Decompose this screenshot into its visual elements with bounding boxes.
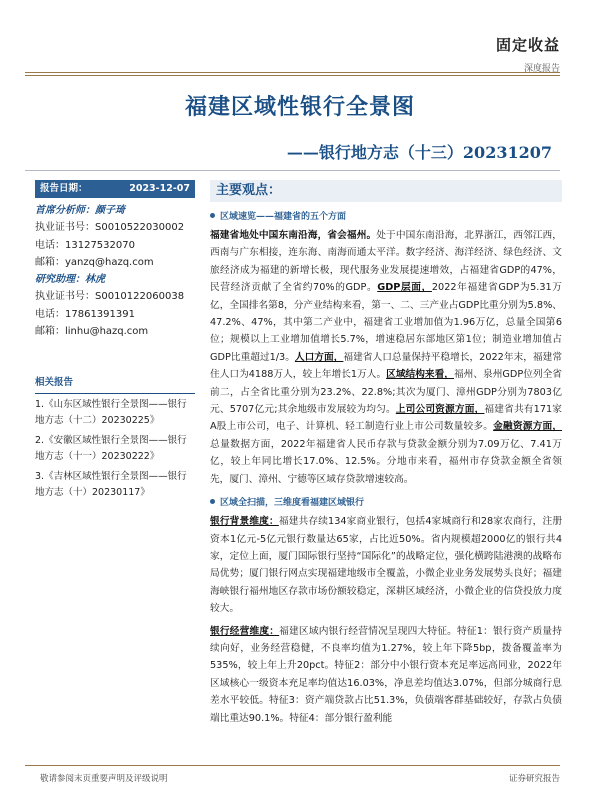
analyst-label: 首席分析师： — [35, 205, 95, 216]
main-points-heading: 主要观点： — [210, 180, 562, 202]
bullet-icon — [210, 499, 215, 504]
report-header — [496, 34, 560, 74]
date-label: 报告日期： — [40, 183, 88, 194]
analyst-license: 执业证书号：S0010522030002 — [35, 222, 185, 234]
assistant-name: 林虎 — [85, 274, 105, 286]
section-heading — [210, 495, 562, 508]
date-value: 2023-12-07 — [129, 183, 190, 194]
report-category: 固定收益 — [495, 36, 560, 54]
assistant-row — [35, 271, 195, 288]
section-title: 区域全扫描，三维度看福建区域银行 — [220, 498, 365, 509]
body-text: 福建区域内银行经营情况呈现四大特征。特征1：银行资产质量持续向好，业务经营稳健，不良率均值为1.27%，较上年下降5bp，拨备覆盖率为535%，较上年上升20pct。特征2：部分中小银行资本充足率远高同业，2022年区域核心一级资本充足率均值达16.03%，净息差均值达3.07%，但部分城商行息差水平较低。特征3：资产端贷款占比51.3%，负债端客群基础较好，存款占负债端比重达90.1%。特征4：部分银行盈利能 — [210, 625, 562, 724]
highlight-text: GDP层面， — [377, 282, 432, 294]
footer-brand: 证券研究报告 — [508, 774, 560, 784]
bank-background-paragraph — [210, 513, 562, 617]
highlight-text: 银行经营维度： — [210, 625, 280, 637]
body-text: 2022年福建省GDP为5.31万亿，全国排名第8，分产业结构来看，第一、二、三产业占GDP比重分别为5.8%、47.2%、47%，其中第二产业中，福建省工业增加值为1.96万亿，总量全国第6位；规模以上工业增加值增长5.7%，增速稳居东部地区第1位；制造业增加值占GDP比重超过1/3。 — [210, 282, 562, 363]
body-text: 处于中国东南沿海，北界浙江，西邻江西，西南与广东相接，连东海、南海而通太平洋。数字经济、海洋经济、绿色经济、文旅经济成为福建的新增长极，现代服务业发展提速增效，占福建省GDP的47%，民营经济贡献了全省约70%的GDP。 — [210, 230, 562, 294]
highlight-text: 金融资源方面， — [493, 421, 563, 433]
header-rule — [25, 72, 560, 73]
assistant-label: 研究助理： — [35, 274, 85, 286]
analyst-name: 颜子琦 — [95, 205, 125, 216]
analyst-email: 邮箱：yanzq@hazq.com — [35, 256, 154, 268]
related-report-link[interactable]: 3.《吉林区域性银行全景图——银行地方志（十）20230117》 — [35, 470, 187, 499]
highlight-text: 区域结构来看， — [386, 369, 454, 381]
report-title: 福建区域性银行全景图 — [184, 94, 415, 120]
title-divider — [25, 170, 560, 171]
section-title: 区域速览——福建省的五个方面 — [220, 212, 347, 222]
footer-rule — [25, 765, 560, 766]
highlight-text: 人口方面， — [294, 351, 344, 363]
highlight-text: 银行背景维度： — [210, 516, 279, 528]
body-text: 福州、泉州GDP位列全省前二，占全省比重分别为23.2%、22.8%;其次为厦门、漳州GDP分别为7803亿元、5707亿元;其余地级市发展较为均匀。 — [210, 369, 562, 416]
assistant-license: 执业证书号：S0010122060038 — [35, 291, 185, 303]
body-text: 福建省人口总量保持平稳增长，2022年末，福建常住人口为4188万人，较上年增长1万人。 — [210, 351, 563, 381]
bank-operation-paragraph — [210, 623, 562, 727]
highlight-text: 上司公司资源方面， — [395, 404, 485, 416]
lead-text: 福建省地处中国东南沿海，省会福州。 — [210, 230, 377, 241]
assistant-email: 邮箱：linhu@hazq.com — [35, 326, 149, 338]
main-content — [210, 180, 562, 727]
body-text: 福建省共有171家A股上市公司，电子、计算机、轻工制造行业上市公司数量较多。 — [210, 404, 562, 433]
related-report-link[interactable]: 1.《山东区域性银行全景图——银行地方志（十二）20230225》 — [35, 398, 187, 427]
report-subtitle: ——银行地方志（十三）20231207 — [286, 143, 552, 162]
report-date-bar — [35, 180, 195, 198]
body-text: 福建共存续134家商业银行，包括4家城商行和28家农商行，注册资本1亿元-5亿元银行数量达65家，占比近50%。省内规模超2000亿的银行共4家，定位上面，厦门国际银行坚持“国际化”的战略定位，强化横跨陆港澳的战略布局优势；厦门银行网点实现福建地级市全覆盖，小微企业业务发展势头良好；福建海峡银行福州地区存款市场份额较稳定，深耕区域经济，小微企业的信贷投放力度较大。 — [210, 516, 563, 615]
report-type: 深度报告 — [523, 64, 560, 74]
region-overview-paragraph — [210, 227, 562, 488]
related-reports-title: 相关报告 — [35, 374, 195, 393]
bullet-icon — [210, 213, 215, 218]
assistant-phone: 电话：17861391391 — [35, 308, 135, 320]
author-sidebar — [35, 180, 195, 502]
analyst-phone: 电话：13127532070 — [35, 239, 135, 251]
footer-disclaimer: 敬请参阅末页重要声明及评级说明 — [40, 774, 168, 784]
analyst-row — [35, 202, 195, 219]
related-report-link[interactable]: 2.《安徽区域性银行全景图——银行地方志（十一）20230222》 — [35, 434, 187, 463]
section-heading — [210, 209, 562, 222]
body-text: 总量数据方面，2022年福建省人民币存款与贷款金额分别为7.09万亿、7.41万亿，较上年同比增长17.0%、12.5%。分地市来看，福州市存贷款金额全省领先，厦门、漳州、宁德等区域存贷款增速较高。 — [210, 438, 562, 485]
header-rule-thin — [25, 75, 560, 76]
